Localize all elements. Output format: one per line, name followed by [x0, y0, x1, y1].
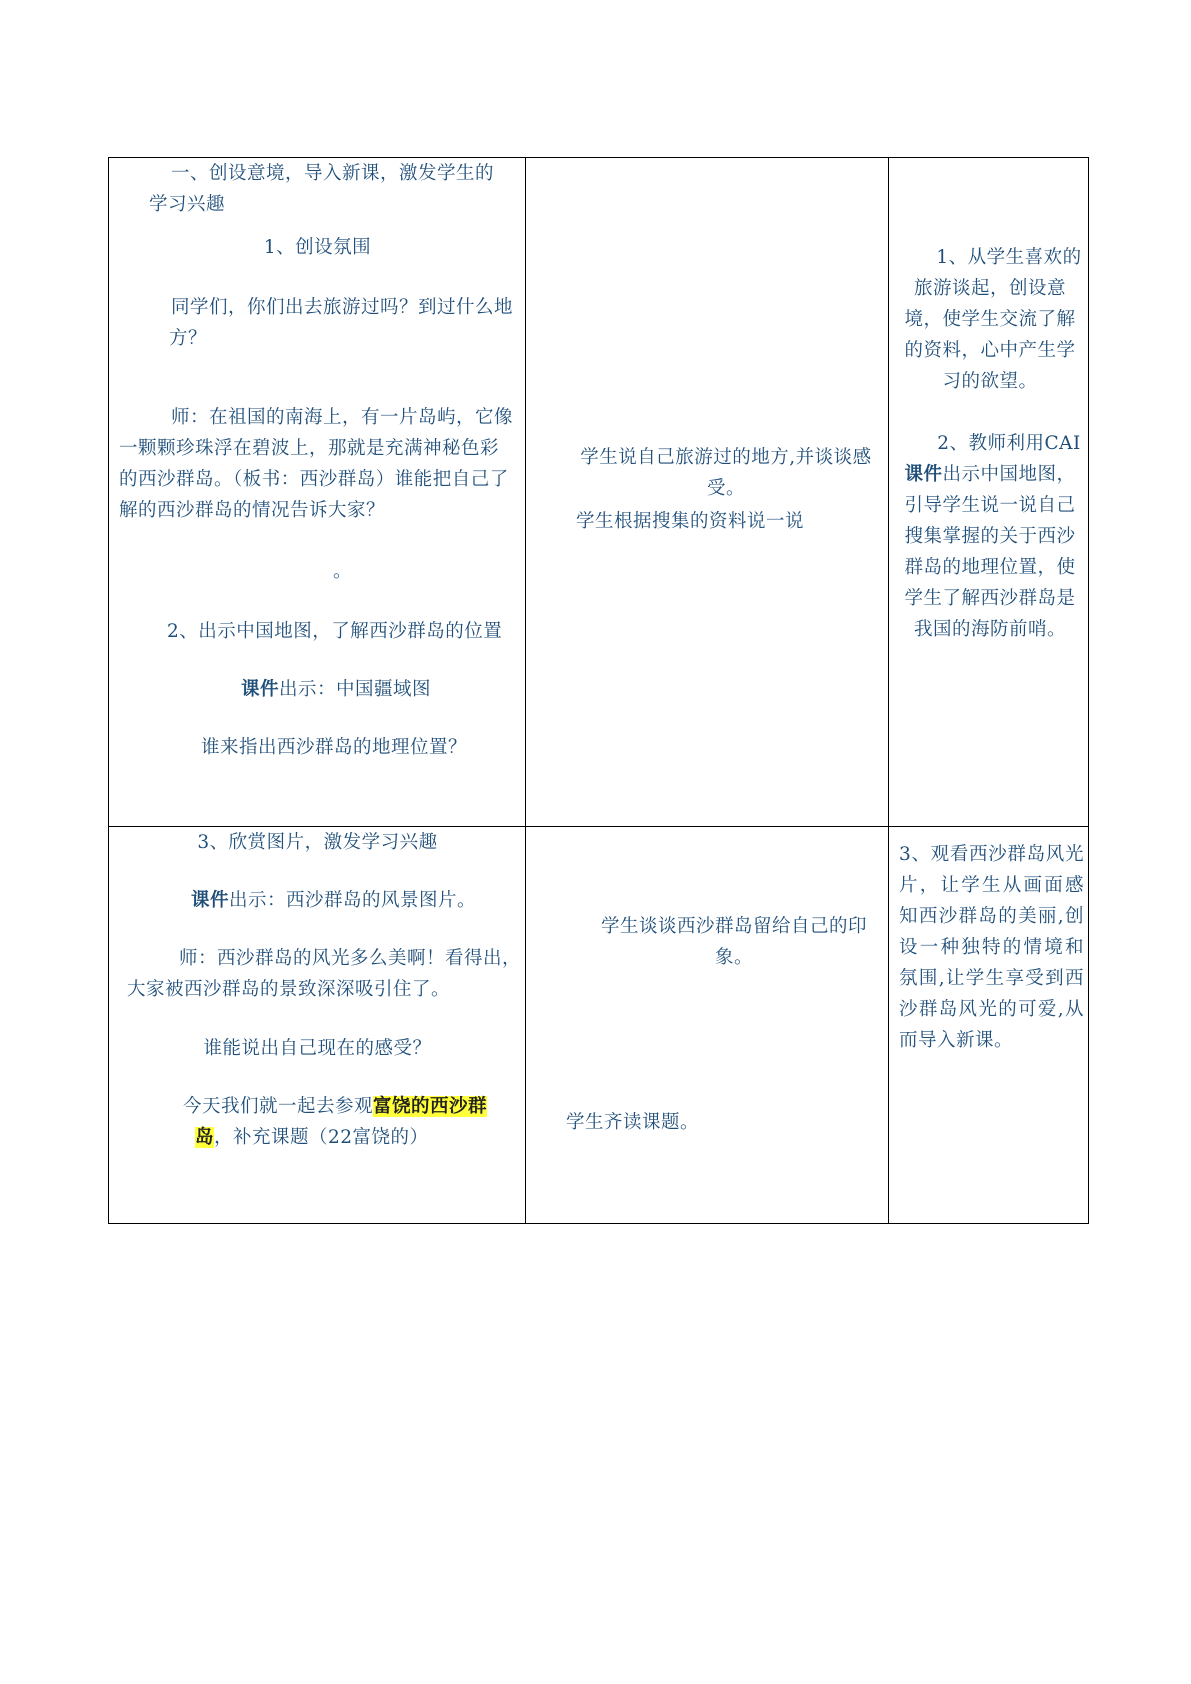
student-activity-cell [526, 158, 889, 827]
design-intent-1: 1、从学生喜欢的旅游谈起，创设意境，使学生交流了解的资料，心中产生学习的欲望。 [904, 247, 1082, 392]
teacher-praise: 师：西沙群岛的风光多么美啊！看得出，大家被西沙群岛的景致深深吸引住了。 [127, 948, 522, 1000]
section-title: 一、创设意境，导入新课，激发学生的学习兴趣 [149, 163, 495, 215]
student-activity-2: 学生齐读课题。 [566, 1112, 700, 1133]
intent-2-prefix: 2、教师利用CAI [937, 433, 1081, 454]
step-1-title: 1、创设氛围 [263, 237, 372, 258]
teacher-intro: 师：在祖国的南海上，有一片岛屿，它像一颗颗珍珠浮在碧波上，那就是充满神秘色彩的西沙群岛。（板书：西沙群岛）谁能把自己了解的西沙群岛的情况告诉大家？ [119, 407, 514, 521]
feeling-question: 谁能说出自己现在的感受？ [203, 1038, 432, 1059]
lesson-title-highlight: 岛 [195, 1127, 215, 1148]
courseware-text: 出示：中国疆域图 [279, 679, 432, 700]
closing-rest: ，补充课题（22富饶的） [214, 1127, 429, 1148]
location-question: 谁来指出西沙群岛的地理位置？ [201, 737, 468, 758]
closing-prefix: 今天我们就一起去参观 [183, 1096, 374, 1117]
design-intent-cell [889, 827, 1089, 1224]
travel-question: 同学们，你们出去旅游过吗？到过什么地方？ [169, 297, 514, 349]
courseware-keyword: 课件 [241, 679, 280, 700]
courseware-line [191, 885, 521, 916]
intent-2-rest: 出示中国地图，引导学生说一说自己搜集掌握的关于西沙群岛的地理位置，使学生了解西沙群岛是我国的海防前哨。 [904, 464, 1076, 640]
teaching-process-cell [109, 158, 526, 827]
step-3-title: 3、欣赏图片，激发学习兴趣 [197, 832, 438, 853]
step-2-title: 2、出示中国地图，了解西沙群岛的位置 [167, 621, 503, 642]
table-row [109, 827, 1089, 1224]
closing-line [183, 1091, 518, 1153]
student-activity-1: 学生说自己旅游过的地方,并谈谈感受。 [580, 447, 872, 499]
teaching-process-cell [109, 827, 526, 1224]
student-activity-1: 学生谈谈西沙群岛留给自己的印象。 [600, 916, 867, 968]
design-intent-cell [889, 158, 1089, 827]
courseware-line [241, 674, 521, 705]
lesson-plan-table [108, 157, 1089, 1224]
courseware-keyword: 课件 [191, 890, 230, 911]
table-row [109, 158, 1089, 827]
lone-punctuation: 。 [333, 561, 353, 582]
student-activity-cell [526, 827, 889, 1224]
intent-2-keyword: 课件 [904, 464, 943, 485]
design-intent-3: 3、观看西沙群岛风光片，让学生从画面感知西沙群岛的美丽,创设一种独特的情境和氛围,让学生享受到西沙群岛风光的可爱,从而导入新课。 [899, 844, 1084, 1051]
design-intent-2 [897, 428, 1083, 645]
courseware-text: 出示：西沙群岛的风景图片。 [229, 890, 477, 911]
lesson-title-highlight: 富饶的西沙群 [373, 1096, 488, 1117]
student-activity-2: 学生根据搜集的资料说一说 [576, 511, 805, 532]
